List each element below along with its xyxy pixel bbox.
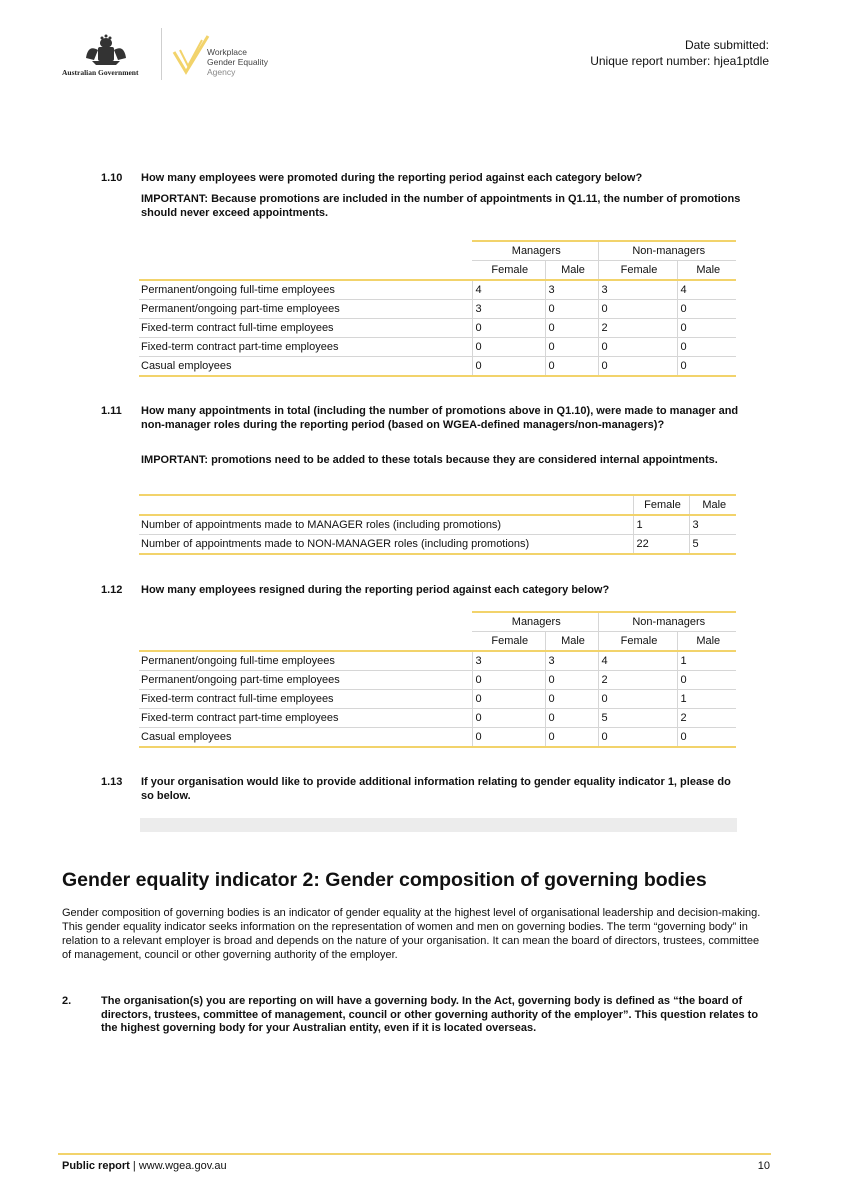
table-group-header-row (139, 612, 736, 632)
q111-appointments-table (139, 494, 736, 555)
table-cell: 0 (677, 300, 736, 319)
q2-number: 2. (62, 995, 72, 1007)
table-cell: 3 (689, 515, 736, 535)
q111-number: 1.11 (101, 405, 122, 417)
table-row (139, 728, 736, 748)
row-label: Fixed-term contract full-time employees (139, 690, 472, 709)
table-cell: 0 (472, 671, 545, 690)
date-submitted: Date submitted: (684, 38, 769, 52)
table-cell: 22 (633, 535, 689, 555)
table-cell: 0 (598, 338, 677, 357)
table-group-header-row (139, 241, 736, 261)
q110-number: 1.10 (101, 172, 123, 184)
australian-government-logo (58, 30, 154, 80)
row-label: Fixed-term contract full-time employees (139, 319, 472, 338)
table-cell: 0 (545, 319, 598, 338)
col-header-female: Female (472, 632, 545, 652)
gov-logo-wordmark: Australian Government (62, 68, 139, 77)
section-intro: Gender composition of governing bodies is an indicator of gender equality at the highest level of organisational leadership and decision-making. This gender equality indicator seeks information on the representation of women and men on governing bodies. The term “governing body” in relation to a relevant employer is broad and depends on the nature of your organisation. It can mean the board of directors, trustees, committee of management, council or other governing authority of the employer. (62, 907, 761, 961)
table-cell: 0 (598, 357, 677, 377)
q110-question: How many employees were promoted during the reporting period against each category below? (141, 172, 643, 184)
q112-resignations-table (139, 611, 736, 748)
wgea-logo-line-1: Workplace (207, 47, 247, 57)
table-cell: 0 (472, 338, 545, 357)
table-cell: 5 (689, 535, 736, 555)
table-header-row (139, 495, 736, 515)
table-cell: 0 (545, 728, 598, 748)
table-cell: 0 (545, 690, 598, 709)
table-cell: 0 (545, 300, 598, 319)
row-label: Permanent/ongoing full-time employees (141, 284, 335, 296)
row-label: Casual employees (139, 357, 472, 377)
group-header-non-managers: Non-managers (598, 241, 736, 261)
group-header-non-managers: Non-managers (598, 612, 736, 632)
col-header-female: Female (633, 495, 689, 515)
wgea-logo-line-3: Agency (207, 67, 236, 77)
unique-report-number: Unique report number: hjea1ptdle (590, 54, 769, 68)
footer-rule (58, 1153, 771, 1155)
table-cell: 0 (598, 300, 677, 319)
q110-promotions-table (139, 240, 736, 377)
col-header-male: Male (689, 495, 736, 515)
table-row (139, 300, 736, 319)
table-sub-header-row (139, 632, 736, 652)
footer-public-report: Public report (62, 1160, 130, 1172)
q110-important-note: IMPORTANT: Because promotions are included in the number of appointments in Q1.11, the number of promotions should never exceed appointments. (141, 193, 741, 219)
wgea-logo-line-2: Gender Equality (207, 57, 268, 67)
table-row (139, 319, 736, 338)
table-cell: 0 (598, 690, 677, 709)
table-row (139, 671, 736, 690)
table-cell: 4 (598, 651, 677, 671)
table-row (139, 651, 736, 671)
col-header-female: Female (472, 261, 545, 281)
row-label: Fixed-term contract part-time employees (139, 338, 472, 357)
table-row (139, 690, 736, 709)
row-label: Fixed-term contract part-time employees (139, 709, 472, 728)
section-heading: Gender equality indicator 2: Gender composition of governing bodies (62, 869, 707, 891)
table-cell: 0 (677, 319, 736, 338)
table-cell: 3 (545, 280, 598, 300)
row-label: Permanent/ongoing part-time employees (139, 300, 472, 319)
col-header-male: Male (545, 261, 598, 281)
table-row (139, 535, 736, 555)
col-header-male: Male (545, 632, 598, 652)
q113-question: If your organisation would like to provide additional information relating to gender equality indicator 1, please do so below. (141, 776, 731, 802)
table-cell: 4 (472, 280, 545, 300)
footer-separator: | (129, 1160, 139, 1172)
table-cell: 0 (472, 357, 545, 377)
q112-question: How many employees resigned during the reporting period against each category below? (141, 584, 610, 596)
table-row (139, 280, 736, 300)
table-cell: 2 (598, 671, 677, 690)
table-cell: 0 (545, 338, 598, 357)
q113-additional-info-field (140, 818, 737, 832)
table-cell: 0 (472, 709, 545, 728)
footer-label (62, 1160, 227, 1172)
row-label: Casual employees (139, 728, 472, 748)
table-cell: 0 (545, 357, 598, 377)
table-cell: 3 (598, 280, 677, 300)
footer-website-link[interactable]: www.wgea.gov.au (138, 1160, 227, 1172)
table-row (139, 709, 736, 728)
table-cell: 1 (677, 690, 736, 709)
table-row (139, 515, 736, 535)
table-cell: 3 (545, 651, 598, 671)
table-row (139, 338, 736, 357)
row-label: Permanent/ongoing full-time employees (141, 655, 335, 667)
table-cell: 2 (598, 319, 677, 338)
table-cell: 3 (472, 300, 545, 319)
row-label: Number of appointments made to MANAGER roles (including promotions) (141, 519, 502, 531)
table-cell: 0 (677, 338, 736, 357)
q112-number: 1.12 (101, 584, 123, 596)
table-cell: 4 (677, 280, 736, 300)
wgea-tick-icon (172, 30, 212, 80)
col-header-male: Male (677, 632, 736, 652)
row-label: Number of appointments made to NON-MANAGER roles (including promotions) (139, 535, 633, 555)
table-cell: 0 (545, 671, 598, 690)
table-cell: 1 (633, 515, 689, 535)
table-cell: 0 (472, 690, 545, 709)
table-row (139, 357, 736, 377)
table-sub-header-row (139, 261, 736, 281)
table-cell: 0 (677, 357, 736, 377)
table-cell: 5 (598, 709, 677, 728)
q111-important-note: IMPORTANT: promotions need to be added to these totals because they are considered internal appointments. (141, 454, 718, 466)
table-cell: 0 (472, 319, 545, 338)
table-cell: 0 (598, 728, 677, 748)
col-header-male: Male (677, 261, 736, 281)
report-meta (590, 37, 769, 69)
q113-number: 1.13 (101, 776, 123, 788)
logo-divider (161, 28, 162, 80)
table-cell: 0 (545, 709, 598, 728)
group-header-managers: Managers (472, 241, 598, 261)
q111-question: How many appointments in total (including the number of promotions above in Q1.10), were made to manager and non-manager roles during the reporting period (based on WGEA-defined managers/non-managers)? (141, 405, 739, 431)
table-cell: 2 (677, 709, 736, 728)
col-header-female: Female (598, 261, 677, 281)
group-header-managers: Managers (472, 612, 598, 632)
col-header-female: Female (598, 632, 677, 652)
row-label: Permanent/ongoing part-time employees (139, 671, 472, 690)
page-number: 10 (757, 1160, 770, 1172)
table-cell: 0 (677, 728, 736, 748)
table-cell: 0 (472, 728, 545, 748)
table-cell: 1 (677, 651, 736, 671)
table-cell: 3 (472, 651, 545, 671)
q2-question: The organisation(s) you are reporting on will have a governing body. In the Act, governing body is defined as “the board of directors, trustees, committee of management, council or other governing authority of the employer”. This question relates to the highest governing body for your Australian entity, even if it is located overseas. (101, 995, 759, 1034)
table-cell: 0 (677, 671, 736, 690)
